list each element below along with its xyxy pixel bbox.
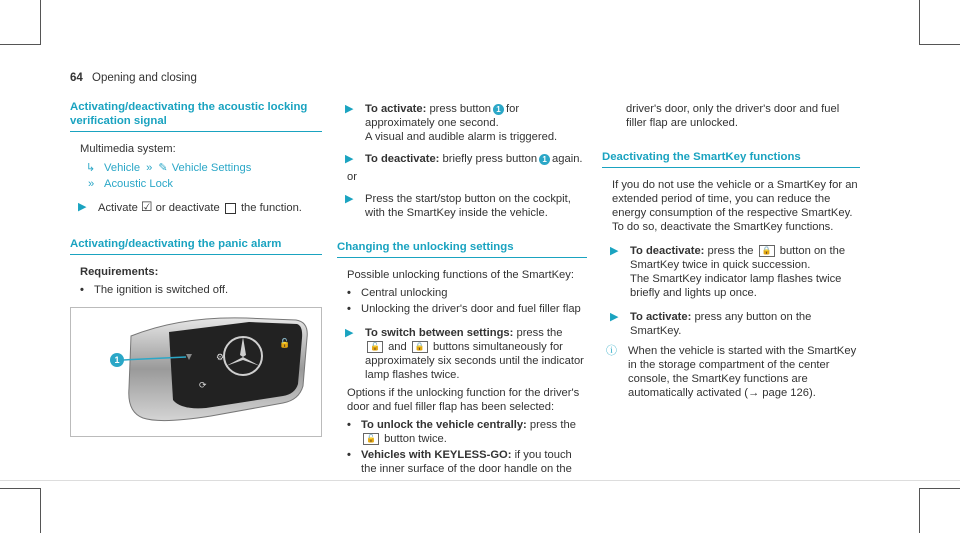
step-text: briefly press button	[442, 153, 538, 165]
step-item	[337, 192, 587, 220]
crop-mark	[919, 488, 920, 533]
lock-key-icon: 🔒	[759, 245, 775, 257]
note-text: When the vehicle is started with the SmartKey in the storage compartment of the center console, the SmartKey functions are automatically activated (→ page 126).	[628, 345, 857, 399]
step-label: To deactivate:	[630, 245, 705, 257]
step-arrow-icon: ▶	[610, 245, 619, 257]
section-heading: Activating/deactivating the acoustic locking verification signal	[70, 100, 322, 132]
column-right	[602, 100, 860, 404]
return-arrow-icon: ↳	[86, 162, 96, 174]
section-heading: Activating/deactivating the panic alarm	[70, 237, 322, 255]
crop-mark	[919, 44, 960, 45]
section-title: Opening and closing	[92, 72, 197, 84]
list-item-text: The ignition is switched off.	[94, 284, 229, 296]
step-text: or deactivate	[155, 202, 220, 214]
menu-path	[80, 160, 322, 192]
step-item	[602, 244, 860, 300]
list-item-text: if you touch the inner surface of the door handle on the	[361, 449, 572, 475]
list-item: • Central unlocking	[347, 287, 448, 299]
step-arrow-icon: ▶	[610, 311, 619, 323]
step-item	[337, 102, 587, 144]
list-item: • To unlock the vehicle centrally: press the 🔓 button twice.	[347, 419, 576, 445]
step-text: Press the start/stop button on the cockpit, with the SmartKey inside the vehicle.	[365, 193, 571, 219]
crop-mark	[0, 480, 960, 481]
menu-vehicle-settings: Vehicle Settings	[171, 162, 252, 174]
step-label: To activate:	[365, 103, 427, 115]
svg-text:⚙: ⚙	[216, 352, 225, 362]
svg-text:⟳: ⟳	[199, 380, 207, 390]
list-item: • Unlocking the driver's door and fuel filler flap	[347, 303, 581, 315]
callout-number: 1	[114, 355, 120, 365]
step-item	[337, 326, 587, 382]
step-text: press the	[707, 245, 754, 257]
step-text: A visual and audible alarm is triggered.	[365, 131, 558, 143]
continued-text: driver's door, only the driver's door and fuel filler flap are unlocked.	[626, 103, 840, 129]
column-left	[70, 100, 322, 437]
step-text: the function.	[240, 202, 302, 214]
checkbox-checked-icon: ☑	[140, 199, 153, 214]
or-text: or	[347, 171, 357, 183]
intro-text: Possible unlocking functions of the SmartKey:	[347, 269, 574, 281]
section-heading: Deactivating the SmartKey functions	[602, 150, 860, 168]
step-text: press any button on the SmartKey.	[630, 311, 812, 337]
step-text: button on the SmartKey twice in quick succession.	[630, 245, 846, 271]
step-text: The SmartKey indicator lamp flashes twice briefly and lights up once.	[630, 273, 842, 299]
list-item-text: press the	[529, 419, 576, 431]
step-item	[602, 310, 860, 338]
callout-badge: 1	[493, 104, 504, 115]
double-chevron-icon: »	[146, 162, 153, 174]
crop-mark	[919, 0, 920, 45]
crop-mark	[40, 0, 41, 45]
step-label: To switch between settings:	[365, 327, 514, 339]
step-text: press button	[429, 103, 492, 115]
double-chevron-icon: »	[88, 178, 95, 190]
page-number: 64	[70, 72, 83, 84]
crop-mark	[0, 44, 41, 45]
step-label: To deactivate:	[365, 153, 440, 165]
info-icon: ⓘ	[606, 345, 617, 357]
list-item-text: Unlocking the driver's door and fuel filler flap	[361, 303, 581, 315]
step-text: Activate	[98, 202, 138, 214]
note-item	[602, 344, 860, 400]
list-item: • Vehicles with KEYLESS-GO: if you touch the inner surface of the door handle on the	[347, 449, 572, 475]
step-text: and	[388, 341, 407, 353]
step-text: buttons simultaneously for approximately six seconds until the indicator lamp flashes twice.	[365, 341, 584, 381]
options-text: Options if the unlocking function for the driver's door and fuel filler flap has been selected:	[347, 387, 580, 413]
unlock-key-icon: 🔓	[363, 433, 379, 445]
checkbox-empty-icon	[225, 203, 236, 214]
step-arrow-icon: ▶	[345, 153, 354, 165]
section-heading: Changing the unlocking settings	[337, 240, 587, 258]
step-text: press the	[516, 327, 563, 339]
step-arrow-icon: ▶	[78, 201, 87, 213]
list-item-text: button twice.	[384, 433, 447, 445]
multimedia-label: Multimedia system:	[80, 143, 176, 155]
smartkey-illustration	[71, 308, 321, 436]
step-label: To activate:	[630, 311, 692, 323]
svg-text:🔓: 🔓	[279, 338, 291, 348]
unlock-key-icon: 🔓	[367, 341, 383, 353]
column-middle	[337, 100, 587, 478]
step-arrow-icon: ▶	[345, 327, 354, 339]
lock-key-icon: 🔒	[412, 341, 428, 353]
requirements-label: Requirements:	[80, 266, 159, 278]
step-text: again.	[552, 153, 583, 165]
step-arrow-icon: ▶	[345, 103, 354, 115]
menu-vehicle: Vehicle	[104, 162, 141, 174]
step-item	[70, 200, 322, 215]
crop-mark	[40, 488, 41, 533]
settings-icon: ✎	[158, 162, 168, 174]
step-arrow-icon: ▶	[345, 193, 354, 205]
intro-text: If you do not use the vehicle or a SmartKey for an extended period of time, you can reduce the energy consumption of the respective SmartKey. To do so, deactivate the SmartKey functions.	[612, 179, 858, 233]
callout-badge: 1	[539, 154, 550, 165]
menu-acoustic-lock: Acoustic Lock	[104, 178, 174, 190]
list-item-text: Central unlocking	[361, 287, 448, 299]
smartkey-figure	[70, 307, 322, 437]
list-item-label: To unlock the vehicle centrally:	[361, 419, 527, 431]
step-text: for approximately one second.	[365, 103, 520, 129]
crop-mark	[919, 488, 960, 489]
step-item	[337, 152, 587, 166]
list-item: • The ignition is switched off.	[80, 284, 229, 296]
crop-mark	[0, 488, 41, 489]
list-item-label: Vehicles with KEYLESS-GO:	[361, 449, 512, 461]
page-header	[70, 72, 197, 84]
